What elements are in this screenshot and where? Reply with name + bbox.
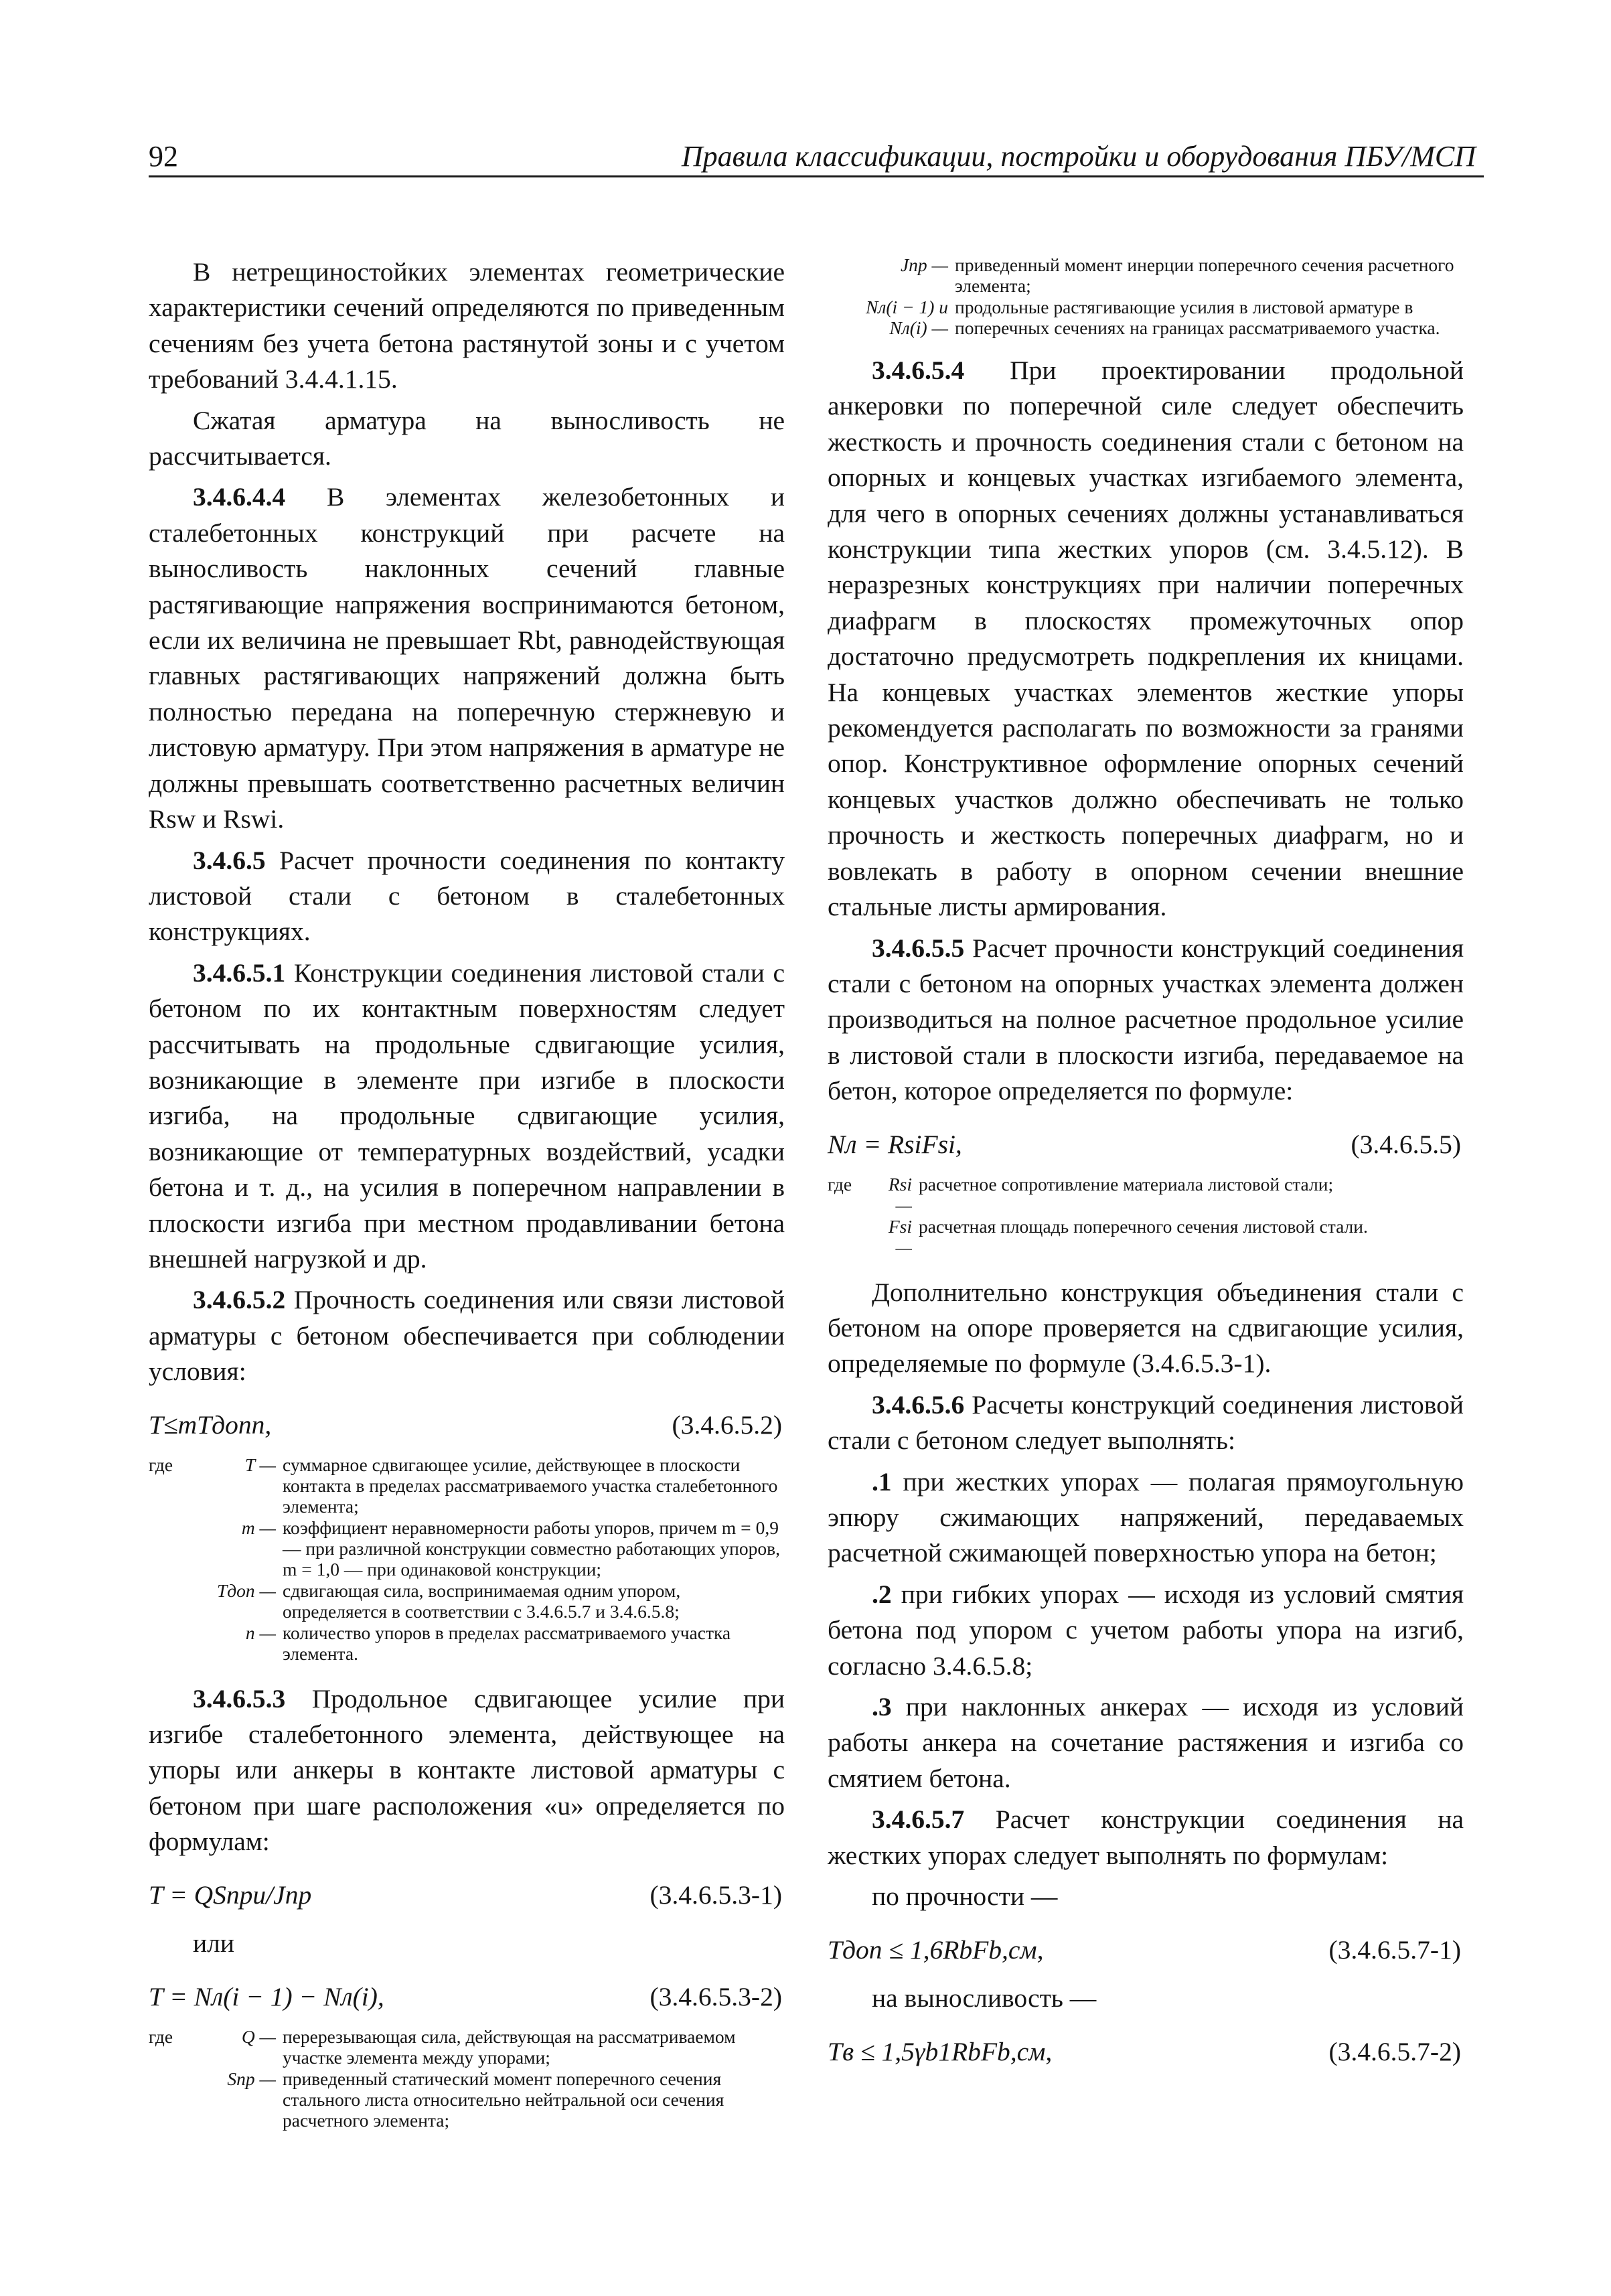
paragraph <box>828 1387 1464 1459</box>
formula-number: (3.4.6.5.5) <box>1351 1129 1461 1159</box>
paragraph <box>828 931 1464 1109</box>
clause-number: 3.4.6.5.7 <box>872 1805 965 1835</box>
definition-text: сдвигающая сила, воспринимаемая одним упором, определяется в соответствии с 3.4.6.5.7 и 3.4.6.5.8; <box>283 1580 681 1622</box>
formula-expression: T = Nл(i − 1) − Nл(i), <box>149 1981 384 2011</box>
definition-item <box>149 2026 785 2068</box>
clause-text: при наклонных анкерах — исходя из условий работы анкера на сочетание растяжения и изгиба со смятием бетона. <box>828 1692 1464 1793</box>
clause-number: 3.4.6.5.6 <box>872 1389 965 1420</box>
definition-symbol: Sпр — <box>227 2068 276 2089</box>
definition-text: расчетная площадь поперечного сечения листовой стали. <box>919 1215 1368 1237</box>
definitions-list <box>149 1454 785 1664</box>
formula-caption: на выносливость — <box>872 1983 1097 2013</box>
formula-number: (3.4.6.5.7-2) <box>1328 2037 1461 2067</box>
clause-text: при жестких упорах — полагая прямоугольную эпюру сжимающих напряжений, передаваемых расчетной сжимающей поверхностью упора на бетон; <box>828 1466 1464 1568</box>
formula-number: (3.4.6.5.3-2) <box>649 1981 782 2011</box>
where-label <box>149 1622 189 1664</box>
running-title: Правила классификации, постройки и оборудования ПБУ/МСП <box>681 140 1476 173</box>
where-label <box>149 1517 189 1580</box>
clause-text: Расчет конструкции соединения на жестких упорах следует выполнять по формулам: <box>828 1805 1464 1870</box>
definition-symbol: Q — <box>241 2025 276 2047</box>
definition-item <box>149 2068 785 2131</box>
clause-text: Расчеты конструкций соединения листовой стали с бетоном следует выполнять: <box>828 1389 1464 1456</box>
formula-expression: T≤mTдопn, <box>149 1409 272 1440</box>
where-label <box>149 2068 189 2131</box>
page-number: 92 <box>149 140 178 173</box>
clause-text: Расчет прочности соединения по контакту листовой стали с бетоном в сталебетонных конструкциях. <box>149 845 785 947</box>
paragraph <box>149 955 785 1278</box>
clause-text: Расчет прочности конструкций соединения стали с бетоном на опорных участках элемента должен производиться на полное расчетное продольное усилие в листовой стали в плоскости изгиба, передаваемое на бетон, которое определяется по формуле: <box>828 933 1464 1106</box>
definition-item <box>828 254 1464 296</box>
paragraph <box>828 1577 1464 1684</box>
formula-expression: T = QSпрu/Jпр <box>149 1880 312 1910</box>
definitions-list <box>828 1174 1464 1257</box>
paragraph <box>149 1282 785 1389</box>
formula-expression: Tв ≤ 1,5γb1RbFb,см, <box>828 2037 1053 2067</box>
where-label: где <box>149 1454 173 1475</box>
paragraph: Сжатая арматура на выносливость не рассчитывается. <box>149 405 785 471</box>
formula <box>828 1930 1464 1970</box>
formula <box>828 2032 1464 2072</box>
definition-symbol: m — <box>241 1517 276 1538</box>
definition-symbol: Nл(i − 1) и Nл(i) — <box>866 297 948 338</box>
definition-text: продольные растягивающие усилия в листовой арматуре в поперечных сечениях на границах рассматриваемого участка. <box>955 297 1440 338</box>
definition-text: перерезывающая сила, действующая на рассматриваемом участке элемента между упорами; <box>283 2025 736 2068</box>
where-label: где <box>149 2025 173 2047</box>
formula-caption: по прочности — <box>872 1882 1058 1912</box>
formula <box>149 1405 785 1445</box>
definition-text: количество упоров в пределах рассматриваемого участка элемента. <box>283 1622 731 1664</box>
list-number: .1 <box>872 1466 892 1497</box>
header-rule <box>149 175 1484 177</box>
definition-text: суммарное сдвигающее усилие, действующее в плоскости контакта в пределах рассматриваемого участка сталебетонного элемента; <box>283 1454 778 1517</box>
definition-symbol: T — <box>244 1454 276 1475</box>
definition-item <box>149 1454 785 1517</box>
formula-number: (3.4.6.5.7-1) <box>1328 1935 1461 1965</box>
where-label <box>149 1580 189 1622</box>
clause-text: при гибких упорах — исходя из условий смятия бетона под упором с учетом работы упора на изгиб, согласно 3.4.6.5.8; <box>828 1579 1464 1681</box>
left-column <box>149 254 785 2148</box>
clause-number: 3.4.6.4.4 <box>193 482 286 512</box>
where-label <box>828 1216 868 1257</box>
formula <box>149 1977 785 2017</box>
definition-text: коэффициент неравномерности работы упоров, причем m = 0,9 — при различной конструкции совместно работающих упоров, m = 1,0 — при одинаковой конструкции; <box>283 1517 780 1580</box>
list-number: .2 <box>872 1579 892 1609</box>
definition-item <box>149 1517 785 1580</box>
formula-number: (3.4.6.5.3-1) <box>649 1880 782 1910</box>
paragraph <box>828 1464 1464 1572</box>
clause-text: Прочность соединения или связи листовой арматуры с бетоном обеспечивается при соблюдении условия: <box>149 1285 785 1387</box>
clause-text: В элементах железобетонных и сталебетонных конструкций при расчете на выносливость наклонных сечений главные растягивающие напряжения воспринимаются бетоном, если их величина не превышает Rbt, равнодействующая главных растягивающих напряжений должна быть полностью передана на поперечную стержневую и листовую арматуру. При этом напряжения в арматуре не должны превышать соответственно расчетных величин Rsw и Rswi. <box>149 482 785 834</box>
formula <box>828 1124 1464 1164</box>
definition-item <box>828 297 1464 338</box>
clause-number: 3.4.6.5.1 <box>193 958 286 988</box>
clause-number: 3.4.6.5.3 <box>193 1683 286 1713</box>
definition-item <box>828 1174 1464 1215</box>
definition-symbol: Tдоп — <box>216 1580 276 1601</box>
list-number: .3 <box>872 1692 892 1721</box>
paragraph <box>149 1681 785 1860</box>
definitions-list <box>828 254 1464 338</box>
clause-text: Продольное сдвигающее усилие при изгибе сталебетонного элемента, действующее на упоры или анкеры в контакте листовой арматуры с бетоном при шаге расположения «u» определяется по формулам: <box>149 1683 785 1857</box>
definition-symbol: n — <box>245 1622 276 1643</box>
definition-item <box>149 1622 785 1664</box>
paragraph <box>828 353 1464 925</box>
definition-symbol: Rsi — <box>888 1173 912 1215</box>
formula <box>149 1875 785 1915</box>
clause-number: 3.4.6.5.2 <box>193 1285 286 1315</box>
paragraph: В нетрещиностойких элементах геометрические характеристики сечений определяются по приведенным сечениям без учета бетона растянутой зоны и с учетом требований 3.4.4.1.15. <box>149 257 785 394</box>
connector-word: или <box>193 1928 234 1958</box>
definition-text: приведенный момент инерции поперечного сечения расчетного элемента; <box>955 254 1454 296</box>
definition-item <box>828 1216 1464 1257</box>
paragraph <box>828 1689 1464 1796</box>
formula-number: (3.4.6.5.2) <box>672 1409 782 1440</box>
clause-text: При проектировании продольной анкеровки по поперечной силе следует обеспечить жесткость и прочность соединения стали с бетоном на опорных и концевых участках изгибаемого элемента, для чего в опорных сечениях должны устанавливаться конструкции типа жестких упоров (см. 3.4.5.12). В неразрезных конструкциях при наличии поперечных диафрагм в плоскостях промежуточных опор достаточно предусмотреть подкрепления их кницами. На концевых участках элементов жесткие упоры рекомендуется располагать по возможности за гранями опор. Конструктивное оформление опорных сечений концевых участков должно обеспечивать не только прочность и жесткость поперечных диафрагм, но и вовлекать в работу в опорном сечении внешние стальные листы армирования. <box>828 356 1464 922</box>
where-label: где <box>828 1173 852 1195</box>
clause-number: 3.4.6.5.4 <box>872 356 965 385</box>
clause-text: Конструкции соединения листовой стали с бетоном по их контактным поверхностям следует рассчитывать на продольные сдвигающие усилия, возникающие в элементе при изгибе в плоскости изгиба, на продольные сдвигающие усилия, возникающие от температурных воздействий, усадки бетона и т. д., на усилия в поперечном направлении в плоскости изгиба при местном продавливании бетона внешней нагрузкой и др. <box>149 958 785 1274</box>
formula-expression: Nл = RsiFsi, <box>828 1129 962 1159</box>
definition-symbol: Jпр — <box>900 254 948 275</box>
definition-text: расчетное сопротивление материала листовой стали; <box>919 1173 1334 1195</box>
paragraph <box>828 1802 1464 1873</box>
definition-symbol: Fsi — <box>888 1215 912 1257</box>
definitions-list <box>149 2026 785 2131</box>
clause-number: 3.4.6.5 <box>193 845 266 875</box>
paragraph: Дополнительно конструкция объединения стали с бетоном на опоре проверяется на сдвигающие усилия, определяемые по формуле (3.4.6.5.3-1). <box>828 1277 1464 1379</box>
paragraph <box>149 843 785 950</box>
definition-text: приведенный статический момент поперечного сечения стального листа относительно нейтральной оси сечения расчетного элемента; <box>283 2068 724 2131</box>
right-column <box>828 254 1464 2081</box>
paragraph <box>149 479 785 837</box>
clause-number: 3.4.6.5.5 <box>872 933 965 963</box>
definition-item <box>149 1580 785 1622</box>
formula-expression: Tдоп ≤ 1,6RbFb,см, <box>828 1935 1044 1965</box>
